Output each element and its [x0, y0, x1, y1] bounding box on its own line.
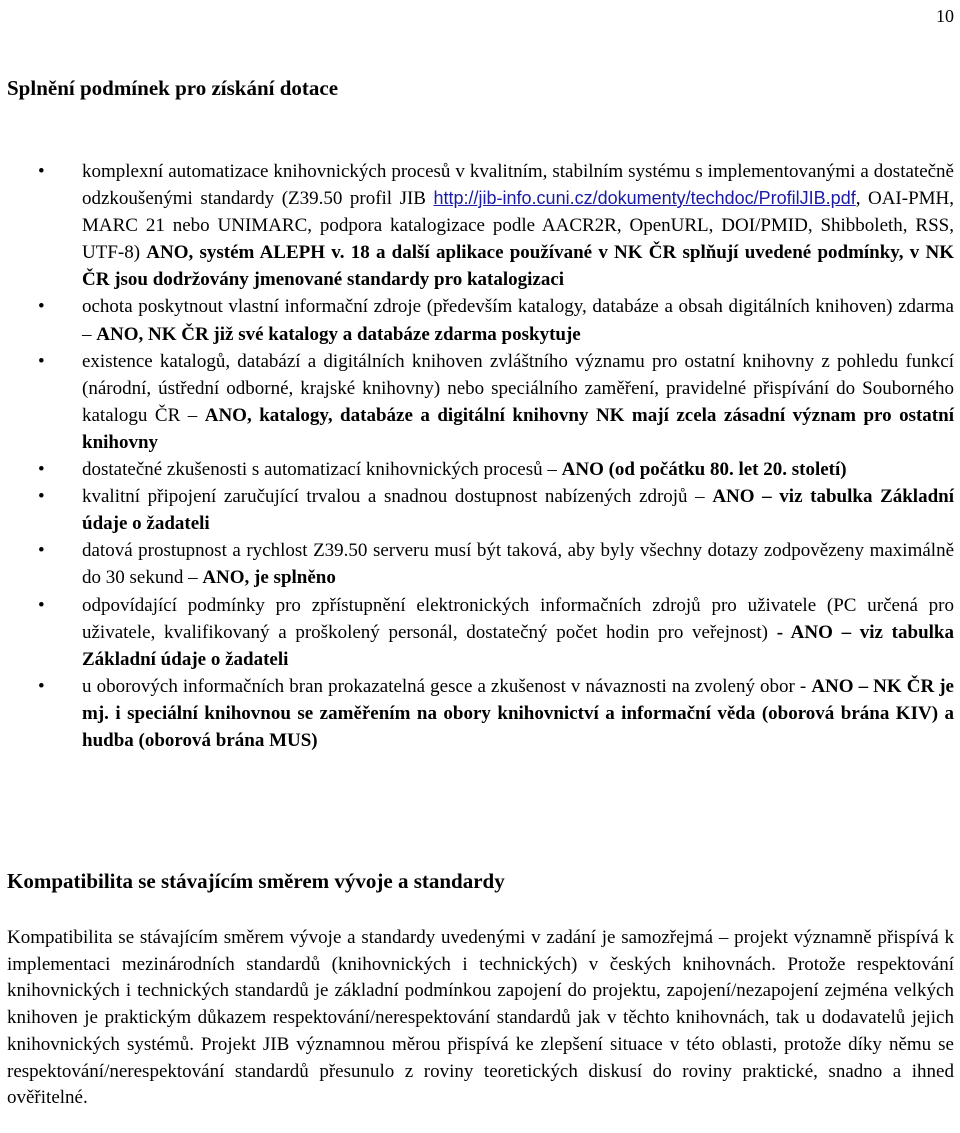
- item-answer: ANO – viz tabulka Základní údaje o žadateli: [82, 486, 955, 535]
- section-heading-compatibility: Kompatibilita se stávajícím směrem vývoje a standardy: [7, 869, 505, 893]
- item-answer: ANO, NK ČR již své katalogy a databáze zdarma poskytuje: [96, 323, 581, 345]
- list-item: [38, 158, 954, 293]
- section-heading-conditions: Splnění podmínek pro získání dotace: [7, 76, 339, 100]
- item-answer: - ANO – viz tabulka Základní údaje o žadateli: [82, 621, 954, 670]
- list-item: [38, 537, 954, 591]
- item-text: datová prostupnost a rychlost Z39.50 serveru musí být taková, aby byly všechny dotazy zodpovězeny maximálně do 30 sekund –: [82, 540, 954, 589]
- item-answer: ANO (od počátku 80. let 20. století): [561, 459, 847, 481]
- item-text: , OAI-PMH, MARC 21 nebo UNIMARC, podpora katalogizace podle AACR2R, OpenURL, DOI/PMID, Shibboleth, RSS, UTF-8): [82, 188, 955, 264]
- list-item: [38, 673, 954, 754]
- item-text: existence katalogů, databází a digitálních knihoven zvláštního významu pro ostatní knihovny z pohledu funkcí (národní, ústřední odborné, krajské knihovny) nebo speciálního zaměření, pravidelné přispívání do Souborného katalogu ČR –: [82, 350, 954, 426]
- item-text: ochota poskytnout vlastní informační zdroje (především katalogy, databáze a obsah digitálních knihoven) zdarma –: [82, 296, 954, 345]
- item-answer: ANO, systém ALEPH v. 18 a další aplikace používané v NK ČR splňují uvedené podmínky, v NK ČR jsou dodržovány jmenované standardy pro katalogizaci: [82, 242, 954, 291]
- list-item: [38, 456, 954, 483]
- item-text: odpovídající podmínky pro zpřístupnění elektronických informačních zdrojů pro uživatele (PC určená pro uživatele, kvalifikovaný a proškolený personál, dostatečný počet hodin pro veřejnost): [82, 594, 954, 643]
- item-text: dostatečné zkušenosti s automatizací knihovnických procesů –: [82, 459, 562, 481]
- item-text: komplexní automatizace knihovnických procesů v kvalitním, stabilním systému s implementovanými a dostatečně odzkoušenými standardy (Z39.50 profil JIB: [82, 161, 954, 210]
- list-item: [38, 592, 954, 673]
- item-answer: ANO, katalogy, databáze a digitální knihovny NK mají zcela zásadní význam pro ostatní knihovny: [82, 404, 954, 453]
- item-text: u oborových informačních bran prokazatelná gesce a zkušenost v návaznosti na zvolený obor -: [82, 675, 812, 697]
- item-answer: ANO, je splněno: [202, 567, 336, 589]
- item-text: kvalitní připojení zaručující trvalou a snadnou dostupnost nabízených zdrojů –: [82, 486, 713, 508]
- list-item: [38, 293, 954, 347]
- conditions-list: [38, 158, 954, 754]
- list-item: [38, 348, 954, 456]
- compatibility-paragraph: Kompatibilita se stávajícím směrem vývoje a standardy uvedenými v zadání je samozřejmá – projekt významně přispívá k implementaci mezinárodních standardů (knihovnických i technických) v českých knihovnách. Protože respektování knihovnických i technických standardů je základní podmínkou zapojení do projektu, zapojení/nezapojení zejména velkých knihoven je praktickým důkazem respektování/nerespektování standardů jak v těchto knihovnách, tak u dodavatelů jejich knihovnických systémů. Projekt JIB významnou měrou přispívá ke zlepšení situace v této oblasti, protože díky němu se respektování/nerespektování standardů přesunulo z roviny teoretických diskusí do roviny praktické, snadno a ihned ověřitelné.: [7, 927, 954, 1109]
- profile-link[interactable]: http://jib-info.cuni.cz/dokumenty/techdoc/ProfilJIB.pdf: [433, 188, 856, 209]
- item-answer: ANO – NK ČR je mj. i speciální knihovnou se zaměřením na obory knihovnictví a informační věda (oborová brána KIV) a hudba (oborová brána MUS): [82, 675, 954, 751]
- page-number: 10: [936, 6, 954, 26]
- list-item: [38, 483, 954, 537]
